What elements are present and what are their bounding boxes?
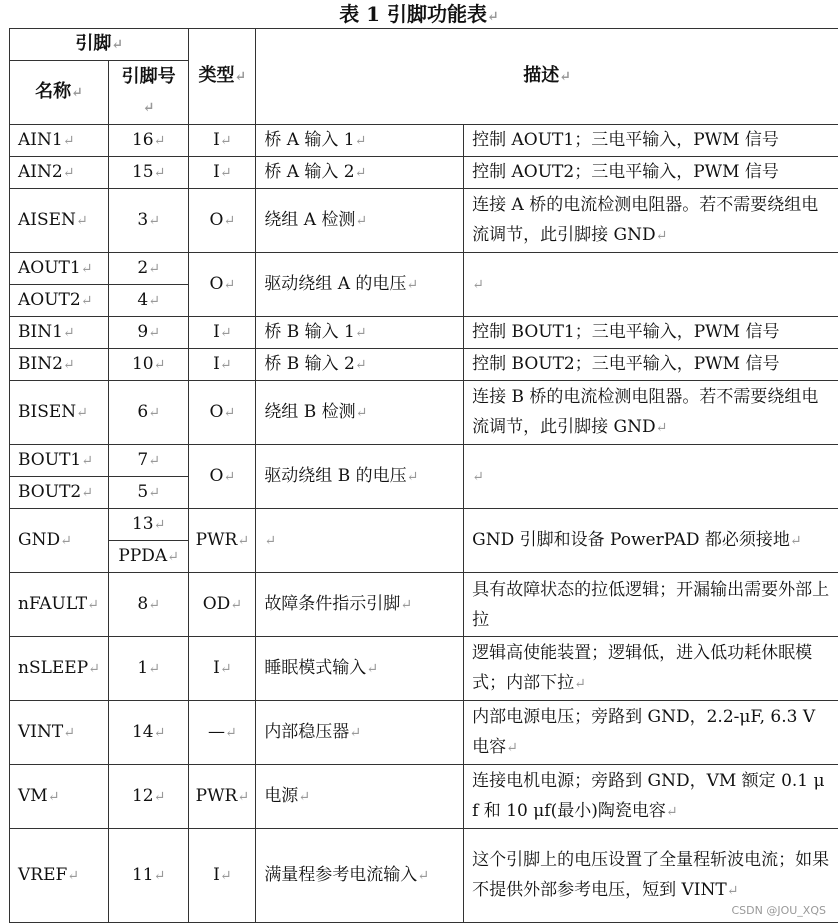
- table-row: VREF↵ 11↵ I↵ 满量程参考电流输入↵ 这个引脚上的电压设置了全量程斩波电流；如果不提供外部参考电压，短到 VINT↵: [10, 829, 838, 923]
- table-title: 表 1 引脚功能表↵: [339, 2, 499, 26]
- table-row: nSLEEP↵ 1↵ I↵ 睡眠模式输入↵ 逻辑高使能装置；逻辑低，进入低功耗休眠模式；内部下拉↵: [10, 637, 838, 701]
- table-row: BISEN↵ 6↵ O↵ 绕组 B 检测↵ 连接 B 桥的电流检测电阻器。若不需要绕组电流调节，此引脚接 GND↵: [10, 381, 838, 445]
- header-pin-group: 引脚↵: [10, 29, 189, 61]
- table-row: VINT↵ 14↵ —↵ 内部稳压器↵ 内部电源电压；旁路到 GND，2.2-μF, 6.3 V 电容↵: [10, 701, 838, 765]
- table-row: AOUT2↵ 4↵: [10, 285, 838, 317]
- table-row: BOUT1↵ 7↵ O↵ 驱动绕组 B 的电压↵ ↵: [10, 445, 838, 477]
- pin-function-table: [9, 28, 838, 923]
- table-row: AOUT1↵ 2↵ O↵ 驱动绕组 A 的电压↵ ↵: [10, 253, 838, 285]
- table-row: GND↵ 13↵ PWR↵ ↵ GND 引脚和设备 PowerPAD 都必须接地↵: [10, 509, 838, 541]
- header-name: 名称↵: [10, 61, 109, 125]
- watermark: CSDN @JOU_XQS: [731, 904, 826, 917]
- table-row: VM↵ 12↵ PWR↵ 电源↵ 连接电机电源；旁路到 GND，VM 额定 0.1 μf 和 10 μf(最小)陶瓷电容↵: [10, 765, 838, 829]
- table-row: AIN1↵ 16↵ I↵ 桥 A 输入 1↵ 控制 AOUT1；三电平输入，PWM 信号: [10, 125, 838, 157]
- table-row: BIN1↵ 9↵ I↵ 桥 B 输入 1↵ 控制 BOUT1；三电平输入，PWM 信号: [10, 317, 838, 349]
- table-row: PPDA↵: [10, 541, 838, 573]
- header-description: 描述↵: [256, 29, 838, 125]
- header-type: 类型↵: [189, 29, 256, 125]
- table-row: AIN2↵ 15↵ I↵ 桥 A 输入 2↵ 控制 AOUT2；三电平输入，PWM 信号: [10, 157, 838, 189]
- header-pin-number: 引脚号↵: [108, 61, 189, 125]
- table-row: AISEN↵ 3↵ O↵ 绕组 A 检测↵ 连接 A 桥的电流检测电阻器。若不需要绕组电流调节，此引脚接 GND↵: [10, 189, 838, 253]
- table-row: BIN2↵ 10↵ I↵ 桥 B 输入 2↵ 控制 BOUT2；三电平输入，PWM 信号: [10, 349, 838, 381]
- table-row: BOUT2↵ 5↵: [10, 477, 838, 509]
- table-row: nFAULT↵ 8↵ OD↵ 故障条件指示引脚↵ 具有故障状态的拉低逻辑；开漏输出需要外部上拉: [10, 573, 838, 637]
